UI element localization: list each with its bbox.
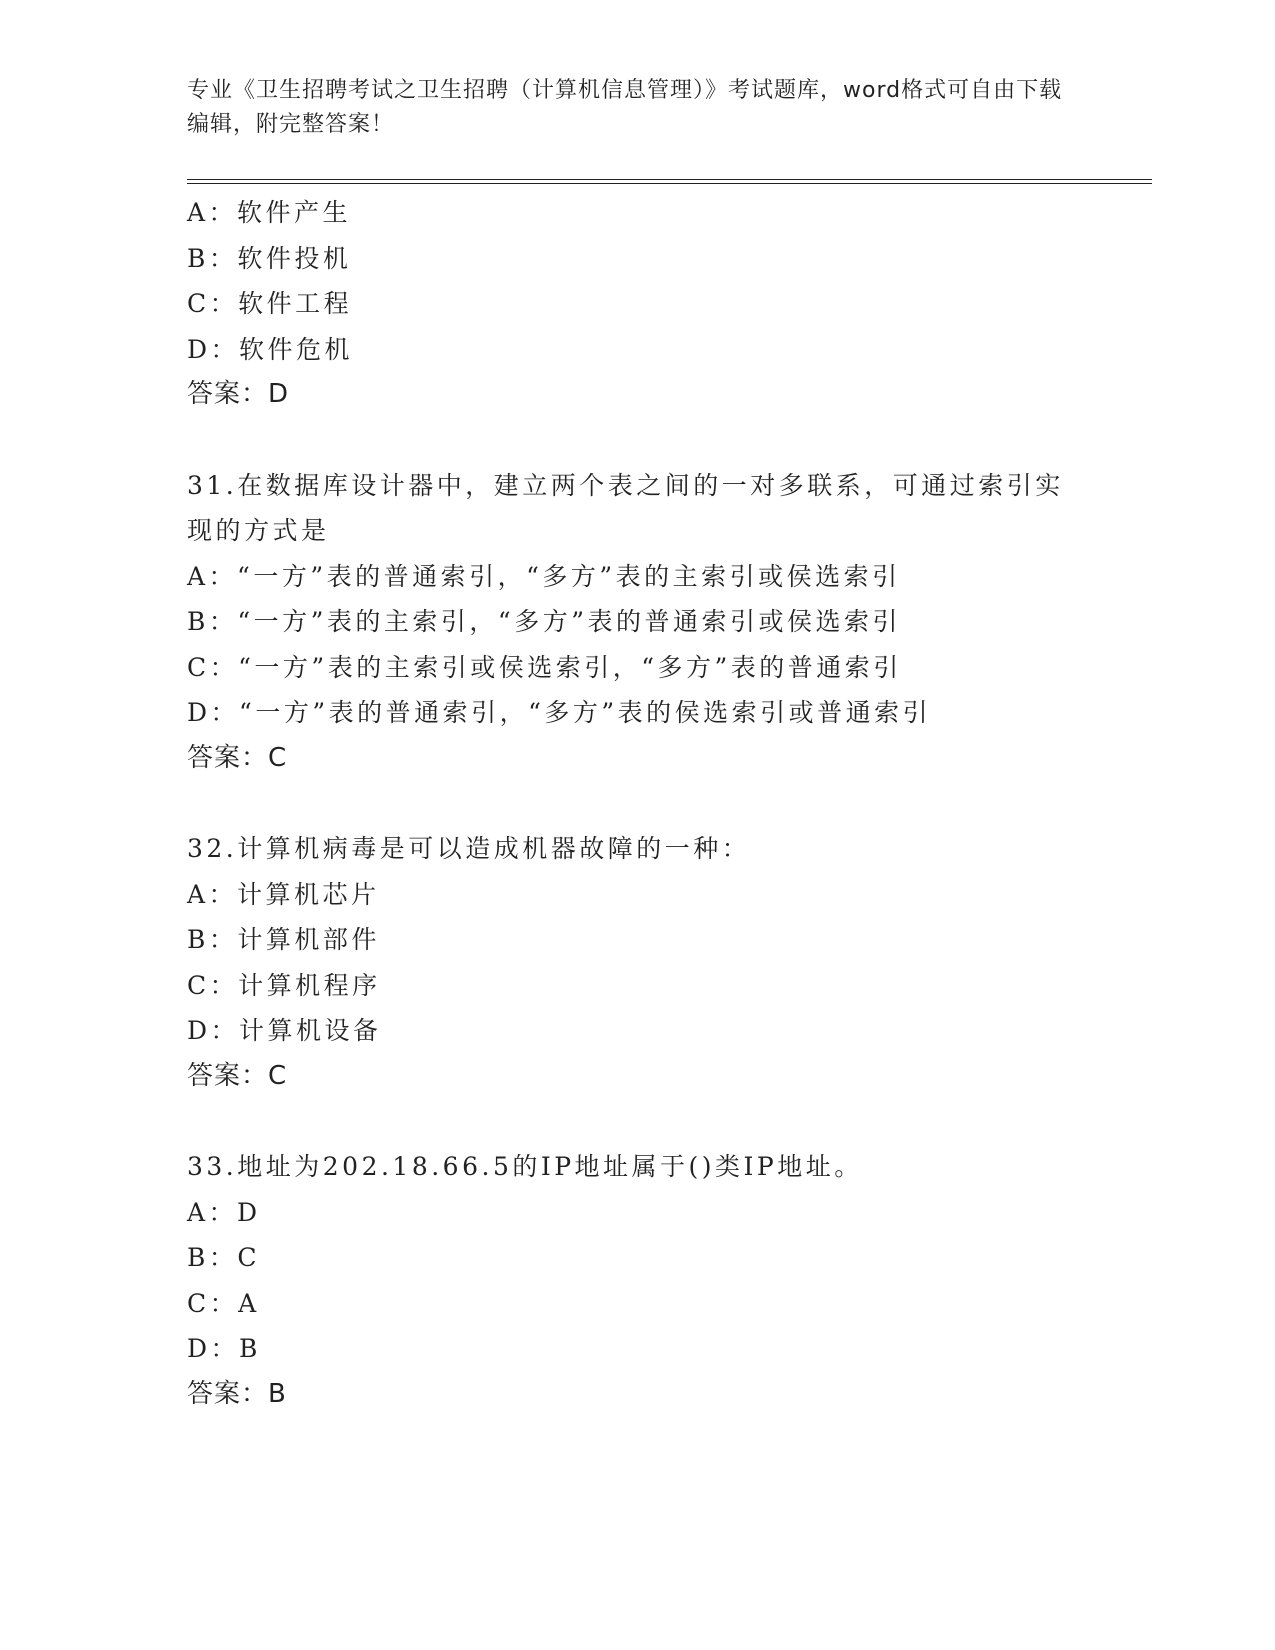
spacer — [187, 781, 1087, 826]
option-c: C：软件工程 — [187, 289, 353, 318]
answer: 答案：D — [187, 379, 290, 409]
option-d: D：B — [187, 1334, 261, 1363]
question-text: 31.在数据库设计器中，建立两个表之间的一对多联系，可通过索引实现的方式是 — [187, 470, 1064, 545]
document-header: 专业《卫生招聘考试之卫生招聘（计算机信息管理）》考试题库，word格式可自由下载编辑，附完整答案！ — [187, 78, 1063, 137]
question-text: 33.地址为202.18.66.5的IP地址属于()类IP地址。 — [187, 1152, 863, 1181]
spacer — [187, 1099, 1087, 1144]
option-d: D：“一方”表的普通索引，“多方”表的侯选索引或普通索引 — [187, 698, 932, 727]
option-a: A：D — [187, 1197, 261, 1227]
option-c: C：“一方”表的主索引或侯选索引，“多方”表的普通索引 — [187, 652, 902, 682]
answer: 答案：B — [187, 1378, 287, 1409]
header-divider — [187, 179, 1152, 184]
question-32 — [187, 826, 1087, 1099]
option-c: C：A — [187, 1288, 260, 1318]
option-b: B：计算机部件 — [187, 925, 380, 954]
spacer — [187, 418, 1087, 463]
question-30-continued — [187, 190, 1087, 418]
question-text: 32.计算机病毒是可以造成机器故障的一种： — [187, 834, 751, 863]
option-d: D：计算机设备 — [187, 1016, 382, 1045]
option-b: B：“一方”表的主索引，“多方”表的普通索引或侯选索引 — [187, 607, 901, 636]
answer: 答案：C — [187, 1060, 288, 1091]
option-a: A：“一方”表的普通索引，“多方”表的主索引或侯选索引 — [187, 561, 901, 591]
question-31 — [187, 463, 1087, 782]
option-a: A：计算机芯片 — [187, 879, 380, 909]
option-a: A：软件产生 — [187, 198, 352, 227]
option-b: B：软件投机 — [187, 243, 352, 273]
option-c: C：计算机程序 — [187, 970, 381, 1000]
option-b: B：C — [187, 1243, 261, 1272]
question-33 — [187, 1144, 1087, 1417]
question-list — [187, 190, 1087, 1417]
option-d: D：软件危机 — [187, 334, 354, 364]
answer: 答案：C — [187, 742, 288, 773]
